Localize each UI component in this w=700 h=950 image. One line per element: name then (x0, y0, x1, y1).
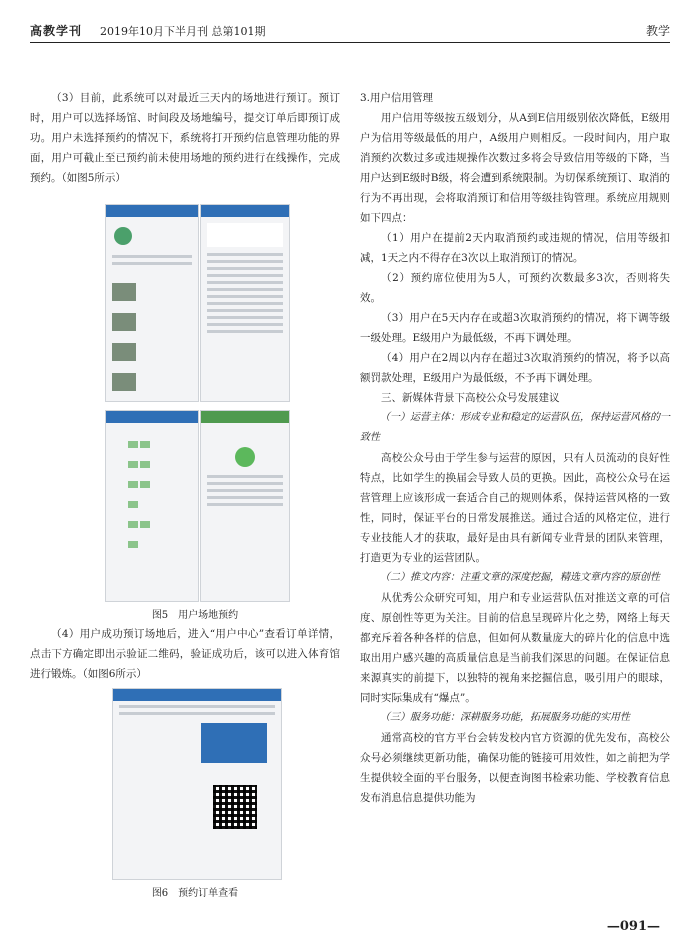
figure-6-caption: 图6 预约订单查看 (151, 888, 239, 899)
left-column-continued (30, 624, 340, 684)
issue-info: 2019年10月下半月刊 总第101期 (100, 25, 266, 38)
left-column (30, 88, 340, 188)
paragraph-credit: 用户信用等级按五级划分，从A到E信用级别依次降低，E级用户为信用等级最低的用户，A级用户则相反。一段时间内，用户取消预约次数过多或违规操作次数过多将会导致信用等级的下降，当用户达到E级时B级，将会遭到系统限制。为切保系统预订、取消的行为不再出现，会将取消预订和信用等级挂钩管理。系统应用规则如下四点： (360, 112, 670, 224)
journal-name: 高教学刊 (30, 24, 83, 38)
rule-1: （1）用户在提前2天内取消预约或违规的情况，信用等级扣减，1天之内不得存在3次以上取消预订的情况。 (360, 232, 670, 264)
paragraph-content: 从优秀公众研究可知，用户和专业运营队伍对推送文章的可信度、原创性等更为关注。目前的信息呈现碎片化之势，网络上每天都充斥着各种各样的信息，但如何从数量庞大的碎片化的信息中选取出用户感兴趣的高质量信息是当前我们深思的问题。在保证信息来源真实的前提下，以独特的视角来挖掘信息，吸引用户的眼球，同时实际集成有“爆点”。 (360, 592, 670, 704)
paragraph-service: 通常高校的官方平台会转发校内官方资源的优先发布，高校公众号必须继续更新功能，确保功能的链接可用效性，如之前把为学生提供较全面的平台服务，以便查询图书检索功能、学校教育信息发布消息信息提供功能为 (360, 732, 670, 804)
figure-5-caption: 图5 用户场地预约 (151, 610, 239, 621)
section-3-heading: 三、新媒体背景下高校公众号发展建议 (381, 392, 560, 404)
subsection-3-heading: （三）服务功能：深耕服务功能，拓展服务功能的实用性 (380, 712, 630, 723)
page-header (30, 20, 670, 43)
figure-6-screenshot (112, 688, 282, 880)
paragraph-order-view: （4）用户成功预订场地后，进入“用户中心”查看订单详情，点击下方确定即出示验证二维码，验证成功后，该可以进入体育馆进行锻炼。（如图6所示） (30, 628, 340, 680)
rule-3: （3）用户在5天内存在或超3次取消预约的情况，将下调等级一级处理。E级用户为最低级，不再下调处理。 (360, 312, 670, 344)
rule-4: （4）用户在2周以内存在超过3次取消预约的情况，将予以高额罚款处理，E级用户为最低级，不予再下调处理。 (360, 352, 670, 384)
rule-2: （2）预约席位使用为5人，可预约次数最多3次，否则将失效。 (360, 272, 670, 304)
paragraph-booking: （3）目前，此系统可以对最近三天内的场地进行预订。预订时，用户可以选择场馆、时间段及场地编号，提交订单后即预订成功。用户未选择预约的情况下，系统将打开预约信息管理功能的界面，用户可截止至已预约前未使用场地的预约进行在线操作，完成预约。（如图5所示） (30, 92, 340, 184)
screenshot-time-grid (105, 410, 199, 602)
right-column (360, 88, 670, 808)
screenshot-venue-list (105, 204, 199, 402)
screenshot-venue-detail (200, 204, 290, 402)
page-number: —091— (606, 919, 660, 934)
subsection-1-heading: （一）运营主体：形成专业和稳定的运营队伍，保持运营风格的一致性 (360, 412, 670, 443)
section-name: 教学 (645, 24, 670, 38)
subsection-2-heading: （二）推文内容：注重文章的深度挖掘，精选文章内容的原创性 (380, 572, 660, 583)
screenshot-booking-success (200, 410, 290, 602)
credit-heading: 3.用户信用管理 (360, 92, 434, 104)
paragraph-operations: 高校公众号由于学生参与运营的原因，只有人员流动的良好性特点，比如学生的换届会导致人员的更换。因此，高校公众号在运营管理上应该形成一套适合自己的规则体系，保持运营风格的一致性，同时，保证平台的日常发展推送。通过合适的风格定位，进行专业技能人才的获取，最好是由具有新闻专业背景的团队来管理，打造更为专业的运营团队。 (360, 452, 670, 564)
qr-code (213, 785, 257, 829)
